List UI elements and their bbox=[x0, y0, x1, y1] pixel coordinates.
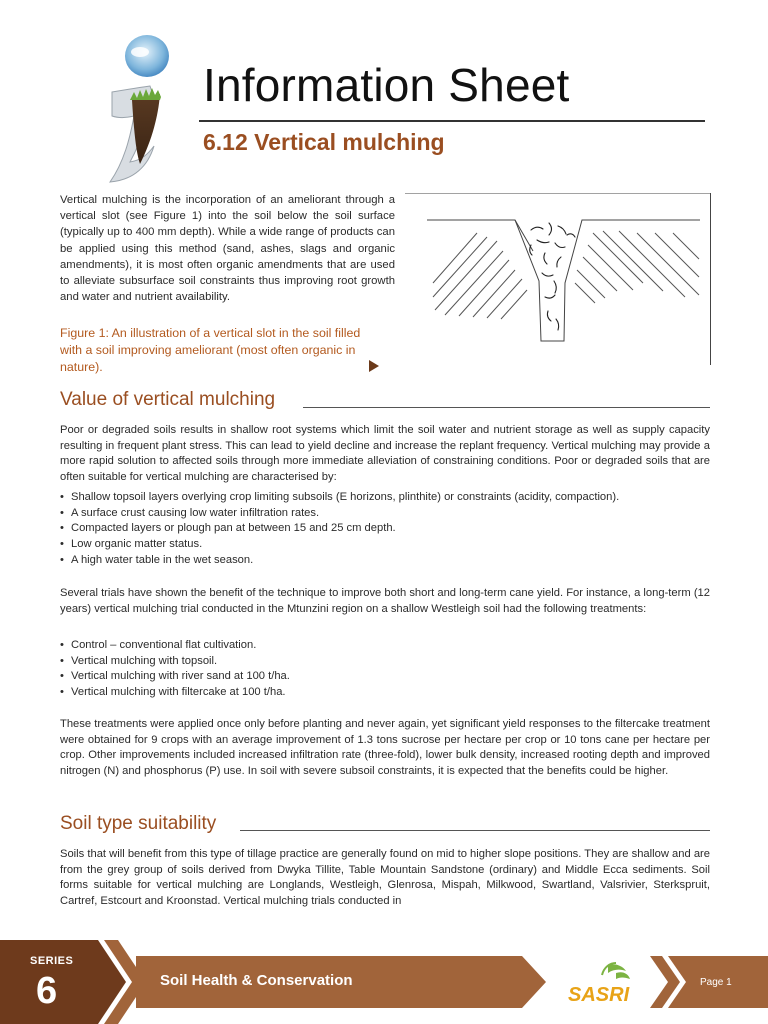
sasri-logo bbox=[564, 961, 640, 1007]
title-underline bbox=[199, 120, 705, 122]
figure-caption: Figure 1: An illustration of a vertical slot in the soil filled with a soil improving ameliorant (most often organic in nature). bbox=[60, 326, 361, 374]
list-item: • Compacted layers or plough pan at between 15 and 25 cm depth. bbox=[60, 521, 720, 537]
list-item: • Control – conventional flat cultivation. bbox=[60, 638, 720, 654]
list-item: • A high water table in the wet season. bbox=[60, 553, 720, 569]
value-paragraph-2: Several trials have shown the benefit of the technique to improve both short and long-term cane yield. For instance, a long-term (12 years) vertical mulching trial conducted in the Mtunzini region on a shallow Westleigh soil had the following treatments: bbox=[60, 587, 710, 615]
series-label: SERIES bbox=[30, 955, 74, 967]
page-title: Information Sheet bbox=[203, 59, 570, 111]
list-item: • Vertical mulching with topsoil. bbox=[60, 654, 720, 670]
section-heading-value: Value of vertical mulching bbox=[60, 389, 276, 410]
page-subtitle: 6.12 Vertical mulching bbox=[203, 129, 445, 155]
sasri-wordmark: SASRI bbox=[568, 984, 630, 1006]
vertical-slot-figure bbox=[405, 193, 711, 365]
section-heading-soil: Soil type suitability bbox=[60, 813, 217, 834]
section-rule-value bbox=[303, 407, 710, 408]
page-number: Page 1 bbox=[700, 977, 732, 988]
section-rule-soil bbox=[240, 830, 710, 831]
value-paragraph-3: These treatments were applied once only before planting and never again, yet significant yield responses to the filtercake treatment were obtained for 9 crops with an average improvement of 1.3 tons sucrose per hectare per crop or 10 tons cane per hectare per crop. Other improvements included increased infiltration rate (three-fold), lower bulk density, increased rooting depth and improved nitrogen (N) and phosphorus (P) use. In soil with severe subsoil constraints, it is expected that the benefits could be higher. bbox=[60, 718, 710, 778]
list-item: • Shallow topsoil layers overlying crop limiting subsoils (E horizons, plinthite) or constraints (acidity, compaction). bbox=[60, 490, 720, 506]
treatments-list bbox=[60, 638, 720, 701]
constraints-list bbox=[60, 490, 720, 569]
intro-paragraph: Vertical mulching is the incorporation of an ameliorant through a vertical slot (see Figure 1) into the soil below the soil surface (typically up to 400 mm depth). While a wide range of products can be applied using this method (sand, ashes, slags and organic amendments), it is most often organic amendments that are used to alleviate subsurface soil constraints thus improving root growth and water and nutrient availability. bbox=[60, 194, 395, 304]
list-item: • Vertical mulching with filtercake at 100 t/ha. bbox=[60, 685, 720, 701]
caption-arrow-icon bbox=[369, 360, 379, 372]
soil-paragraph: Soils that will benefit from this type of tillage practice are generally found on mid to higher slope positions. They are shallow and are from the grey group of soils derived from Dwyka Tillite, Table Mountain Sandstone (ordinary) and Middle Ecca sediments. Soil forms suitable for vertical mulching are Longlands, Westleigh, Glenrosa, Mispah, Milkwood, Swartland, Valsrivier, Sterkspruit, Cartref, Estcourt and Kroonstad. Vertical mulching trials conducted in bbox=[60, 848, 710, 908]
list-item: • A surface crust causing low water infiltration rates. bbox=[60, 506, 720, 522]
list-item: • Vertical mulching with river sand at 100 t/ha. bbox=[60, 669, 720, 685]
list-item: • Low organic matter status. bbox=[60, 537, 720, 553]
footer-banner bbox=[0, 940, 768, 1024]
information-i-logo bbox=[90, 34, 190, 184]
series-number: 6 bbox=[36, 970, 58, 1012]
footer-band-title: Soil Health & Conservation bbox=[160, 972, 353, 989]
value-paragraph-1: Poor or degraded soils results in shallow root systems which limit the soil water and nutrient storage as well as supply capacity resulting in frequent plant stress. This can lead to yield decline and increase the replant frequency. Vertical mulching may provide a more rapid solution to affected soils through more immediate alleviation of constraining conditions. Poor or degraded soils that are often suitable for vertical mulching are characterised by: bbox=[60, 424, 710, 484]
